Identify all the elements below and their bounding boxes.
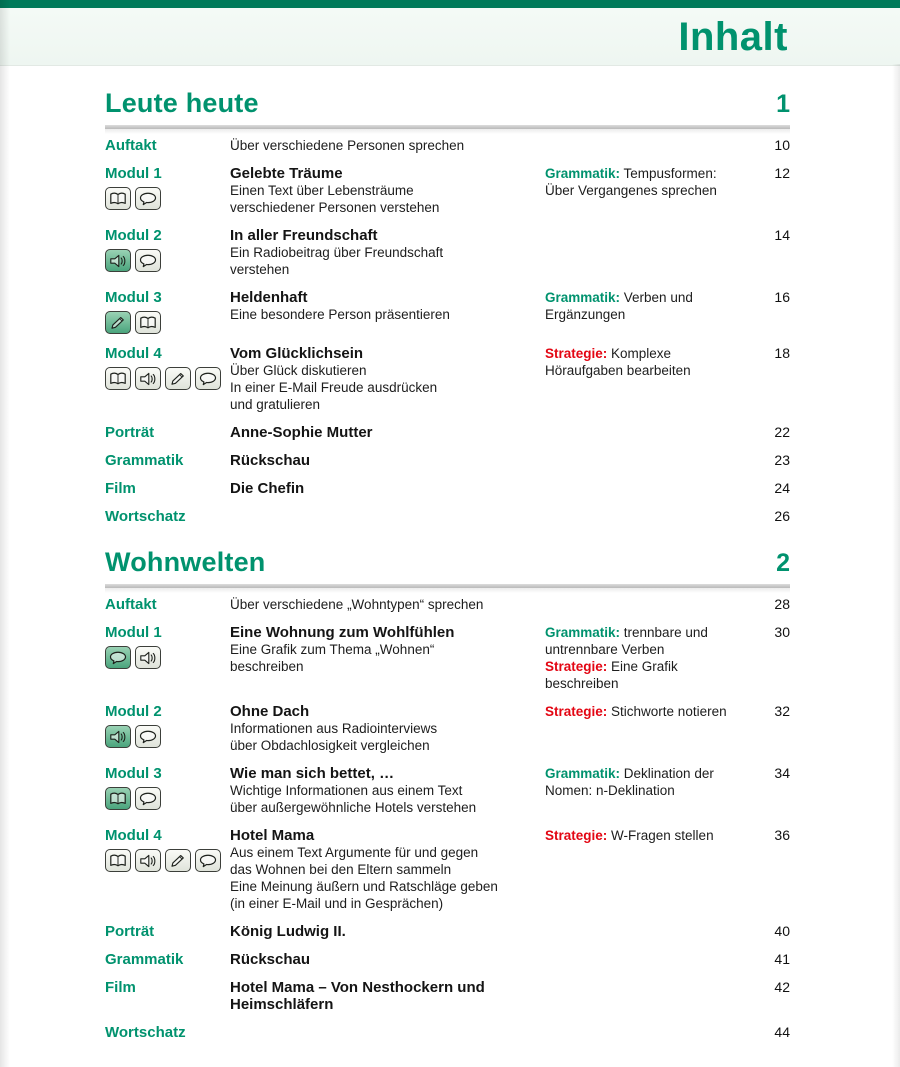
toc-row — [105, 951, 790, 968]
page-number: 12 — [774, 165, 790, 181]
row-main — [230, 624, 545, 675]
page-number: 42 — [774, 979, 790, 995]
speaker-icon — [105, 249, 131, 272]
grammatik-tag: Grammatik: — [545, 166, 621, 181]
row-main — [230, 923, 545, 940]
page-number: 23 — [774, 452, 790, 468]
note: Grammatik: Verben und Ergänzungen — [545, 290, 693, 322]
row-label-cell — [105, 424, 230, 441]
toc-row — [105, 227, 790, 278]
row-label: Modul 2 — [105, 703, 162, 720]
row-desc-line: Einen Text über Lebensträume — [230, 183, 414, 198]
page-number: 18 — [774, 345, 790, 361]
toc-row — [105, 480, 790, 497]
row-label: Modul 4 — [105, 345, 162, 362]
row-label: Grammatik — [105, 452, 184, 469]
row-label: Auftakt — [105, 596, 157, 613]
toc-row — [105, 345, 790, 413]
row-label: Modul 2 — [105, 227, 162, 244]
row-desc-line: Eine Meinung äußern und Ratschläge geben — [230, 879, 498, 894]
skill-icons — [105, 646, 230, 669]
chapter-number: 2 — [776, 549, 790, 577]
row-label-cell — [105, 703, 230, 748]
row-label: Modul 3 — [105, 289, 162, 306]
toc-row — [105, 596, 790, 613]
row-main — [230, 227, 545, 278]
speaker-icon — [135, 849, 161, 872]
toc-row — [105, 165, 790, 216]
row-label-cell — [105, 765, 230, 810]
speaker-icon — [105, 725, 131, 748]
row-main — [230, 703, 545, 754]
chapter-section — [105, 547, 790, 1041]
row-desc-line: über außergewöhnliche Hotels verstehen — [230, 800, 477, 815]
row-desc-line: verschiedener Personen verstehen — [230, 200, 440, 215]
row-label: Modul 4 — [105, 827, 162, 844]
toc-row — [105, 979, 790, 1013]
note: Strategie: Stichworte notieren — [545, 704, 727, 719]
pencil-icon — [105, 311, 131, 334]
strategie-tag: Strategie: — [545, 704, 608, 719]
skill-icons — [105, 725, 230, 748]
row-label-cell — [105, 345, 230, 390]
row-desc-line: Wichtige Informationen aus einem Text — [230, 783, 463, 798]
row-main — [230, 480, 545, 497]
page-number: 26 — [774, 508, 790, 524]
row-desc-line: In einer E-Mail Freude ausdrücken — [230, 380, 438, 395]
book-icon — [105, 787, 131, 810]
page-header — [0, 0, 900, 66]
row-title: Wie man sich bettet, … — [230, 765, 395, 782]
page-number: 32 — [774, 703, 790, 719]
chapter-number: 1 — [776, 90, 790, 118]
note: Strategie: Komplexe Höraufgaben bearbeiten — [545, 346, 691, 378]
page-number: 14 — [774, 227, 790, 243]
row-main — [230, 827, 545, 912]
row-title: Eine Wohnung zum Wohlfühlen — [230, 624, 455, 641]
book-icon — [135, 311, 161, 334]
row-main — [230, 979, 545, 1013]
row-label: Modul 3 — [105, 765, 162, 782]
row-notes — [545, 165, 757, 199]
row-desc-line: Eine besondere Person präsentieren — [230, 307, 450, 322]
speech-icon — [135, 787, 161, 810]
chapter-section — [105, 88, 790, 525]
chapter-title: Wohnwelten — [105, 547, 266, 577]
row-notes — [545, 827, 757, 844]
page-number: 44 — [774, 1024, 790, 1040]
row-notes — [545, 703, 757, 720]
row-desc-line: Über verschiedene „Wohntypen“ sprechen — [230, 597, 484, 612]
chapter-heading — [105, 88, 790, 119]
row-label-cell — [105, 289, 230, 334]
row-title: Anne-Sophie Mutter — [230, 424, 373, 441]
row-label-cell — [105, 596, 230, 613]
toc-row — [105, 452, 790, 469]
row-main — [230, 596, 545, 613]
toc-row — [105, 624, 790, 692]
row-desc-line: Aus einem Text Argumente für und gegen — [230, 845, 479, 860]
row-title: Rückschau — [230, 951, 311, 968]
row-label: Film — [105, 480, 136, 497]
skill-icons — [105, 367, 230, 390]
row-desc-line: über Obdachlosigkeit vergleichen — [230, 738, 430, 753]
row-label-cell — [105, 979, 230, 996]
row-desc-line: und gratulieren — [230, 397, 321, 412]
row-desc-line: das Wohnen bei den Eltern sammeln — [230, 862, 452, 877]
row-label: Film — [105, 979, 136, 996]
row-label-cell — [105, 452, 230, 469]
skill-icons — [105, 849, 230, 872]
page-number: 16 — [774, 289, 790, 305]
row-notes — [545, 345, 757, 379]
row-title: Hotel Mama — [230, 827, 315, 844]
row-desc-line: verstehen — [230, 262, 290, 277]
page-number: 24 — [774, 480, 790, 496]
row-title: Rückschau — [230, 452, 311, 469]
speaker-icon — [135, 646, 161, 669]
skill-icons — [105, 249, 230, 272]
row-title: Gelebte Träume — [230, 165, 343, 182]
strategie-tag: Strategie: — [545, 659, 608, 674]
row-title: Ohne Dach — [230, 703, 310, 720]
row-desc-line: Informationen aus Radiointerviews — [230, 721, 438, 736]
note: Grammatik: trennbare und untrennbare Verben — [545, 625, 708, 657]
page-number: 30 — [774, 624, 790, 640]
toc-row — [105, 137, 790, 154]
row-title: Vom Glücklichsein — [230, 345, 364, 362]
row-label-cell — [105, 227, 230, 272]
page-number: 28 — [774, 596, 790, 612]
row-desc-line: Ein Radiobeitrag über Freundschaft — [230, 245, 444, 260]
note: Strategie: W-Fragen stellen — [545, 828, 714, 843]
row-desc-line: Eine Grafik zum Thema „Wohnen“ — [230, 642, 435, 657]
row-label: Grammatik — [105, 951, 184, 968]
row-main — [230, 424, 545, 441]
chapter-title: Leute heute — [105, 88, 259, 118]
row-label: Porträt — [105, 424, 155, 441]
toc-row — [105, 508, 790, 525]
speech-icon — [195, 367, 221, 390]
row-desc-line: Über verschiedene Personen sprechen — [230, 138, 465, 153]
toc-row — [105, 923, 790, 940]
page-number: 10 — [774, 137, 790, 153]
page-number: 22 — [774, 424, 790, 440]
row-main — [230, 452, 545, 469]
book-icon — [105, 187, 131, 210]
grammatik-tag: Grammatik: — [545, 290, 621, 305]
row-label: Modul 1 — [105, 624, 162, 641]
chapter-rule — [105, 584, 790, 588]
speech-icon — [135, 249, 161, 272]
row-desc-line: Über Glück diskutieren — [230, 363, 367, 378]
row-label-cell — [105, 1024, 230, 1041]
page-number: 40 — [774, 923, 790, 939]
page-number: 41 — [774, 951, 790, 967]
row-label-cell — [105, 624, 230, 669]
speech-icon — [105, 646, 131, 669]
note: Strategie: Eine Grafik beschreiben — [545, 659, 678, 691]
grammatik-tag: Grammatik: — [545, 766, 621, 781]
note: Grammatik: Tempusformen: Über Vergangenes sprechen — [545, 166, 717, 198]
row-label-cell — [105, 137, 230, 154]
row-label: Porträt — [105, 923, 155, 940]
skill-icons — [105, 787, 230, 810]
toc-row — [105, 765, 790, 816]
row-main — [230, 137, 545, 154]
row-label: Wortschatz — [105, 1024, 186, 1041]
row-notes — [545, 624, 757, 692]
row-desc-line: (in einer E-Mail und in Gesprächen) — [230, 896, 444, 911]
top-accent-bar — [0, 0, 900, 8]
row-label-cell — [105, 951, 230, 968]
toc-row — [105, 1024, 790, 1041]
row-main — [230, 289, 545, 323]
speech-icon — [135, 725, 161, 748]
book-icon — [105, 367, 131, 390]
note: Grammatik: Deklination der Nomen: n-Deklination — [545, 766, 714, 798]
row-label-cell — [105, 480, 230, 497]
row-title: Heldenhaft — [230, 289, 308, 306]
row-desc-line: beschreiben — [230, 659, 304, 674]
row-label-cell — [105, 923, 230, 940]
row-label: Auftakt — [105, 137, 157, 154]
book-icon — [105, 849, 131, 872]
chapter-heading — [105, 547, 790, 578]
speech-icon — [195, 849, 221, 872]
row-title: König Ludwig II. — [230, 923, 346, 940]
row-main — [230, 951, 545, 968]
page-number: 36 — [774, 827, 790, 843]
toc-content — [0, 88, 900, 1041]
row-label: Modul 1 — [105, 165, 162, 182]
toc-row — [105, 424, 790, 441]
row-main — [230, 345, 545, 413]
row-title: Hotel Mama – Von Nesthockern und Heimschläfern — [230, 979, 485, 1013]
toc-row — [105, 827, 790, 912]
strategie-tag: Strategie: — [545, 346, 608, 361]
pencil-icon — [165, 367, 191, 390]
skill-icons — [105, 311, 230, 334]
toc-row — [105, 289, 790, 334]
skill-icons — [105, 187, 230, 210]
chapter-rule — [105, 125, 790, 129]
page-title: Inhalt — [678, 14, 788, 59]
row-label-cell — [105, 508, 230, 525]
row-title: In aller Freundschaft — [230, 227, 378, 244]
grammatik-tag: Grammatik: — [545, 625, 621, 640]
strategie-tag: Strategie: — [545, 828, 608, 843]
toc-row — [105, 703, 790, 754]
title-band — [0, 8, 900, 66]
row-label-cell — [105, 827, 230, 872]
row-notes — [545, 765, 757, 799]
page-number: 34 — [774, 765, 790, 781]
row-label-cell — [105, 165, 230, 210]
pencil-icon — [165, 849, 191, 872]
speaker-icon — [135, 367, 161, 390]
row-main — [230, 765, 545, 816]
row-notes — [545, 289, 757, 323]
row-main — [230, 165, 545, 216]
speech-icon — [135, 187, 161, 210]
row-label: Wortschatz — [105, 508, 186, 525]
row-title: Die Chefin — [230, 480, 305, 497]
